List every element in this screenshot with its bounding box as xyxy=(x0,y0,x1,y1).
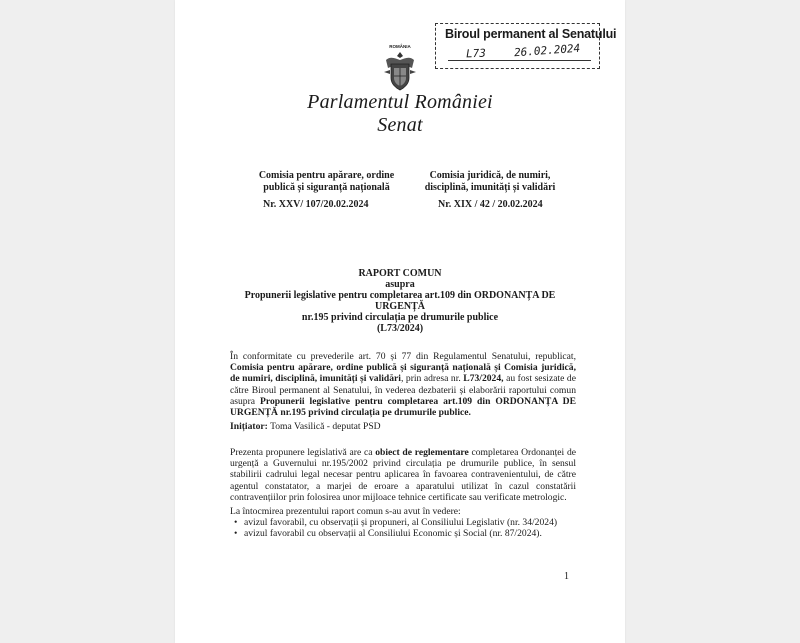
object-paragraph xyxy=(230,447,576,503)
list-item: • avizul favorabil cu observații al Consiliului Economic și Social (nr. 87/2024). xyxy=(230,528,576,539)
committee-right: Comisia juridică, de numiri, disciplină, imunități și validări xyxy=(424,170,556,193)
opinions-intro: La întocmirea prezentului raport comun s-au avut în vedere: xyxy=(230,506,461,517)
report-title-line: nr.195 privind circulația pe drumurile publice xyxy=(301,312,499,323)
intro-paragraph xyxy=(230,351,576,418)
text-run-bold: Propunerii legislative pentru completarea art.109 din ORDONANȚA DE URGENȚĂ nr.195 privind circulația pe drumurile publice. xyxy=(230,395,577,419)
text-run: În conformitate cu prevederile art. 70 și 77 din Regulamentul Senatului, republicat, xyxy=(230,351,576,362)
text-run: completarea Ordonanței de urgență a Guvernului nr.195/2002 privind circulația pe drumurile publice, în sensul stabilirii cadrului legal necesar pentru aplicarea în favoarea contravenientului, de către agentul constatator, a marjei de eroare a aparatului utilizat în cazul constatării contravențiilor prin folosirea unor mijloace tehnice certificate sau verificate metrologic. xyxy=(230,447,577,503)
text-run: au fost sesizate de către Biroul permanent al Senatului, în vederea dezbaterii și elaborării raportului comun asupra xyxy=(230,373,576,407)
text-run-bold: L73/2024, xyxy=(463,373,504,385)
initiator-paragraph xyxy=(230,421,576,432)
stamp-date: 26.02.2024 xyxy=(513,41,581,60)
page-number: 1 xyxy=(564,571,569,582)
report-title xyxy=(225,268,575,334)
parliament-title: Parlamentul României xyxy=(307,91,493,113)
initiator-label: Inițiator: xyxy=(230,421,268,432)
registration-stamp xyxy=(435,23,617,69)
stamp-underline xyxy=(448,60,591,61)
text-run-bold: obiect de reglementare xyxy=(375,447,469,458)
text-run-bold: Comisia pentru apărare, ordine publică și siguranță națională și Comisia juridică, de numiri, disciplină, imunități și validări xyxy=(230,362,576,385)
report-title-line: (L73/2024) xyxy=(376,323,424,334)
initiator-value: Toma Vasilică - deputat PSD xyxy=(267,421,381,432)
reference-number-left: Nr. XXV/ 107/20.02.2024 xyxy=(263,199,369,210)
stamp-number: L73 xyxy=(465,46,487,61)
report-title-line: asupra xyxy=(385,279,415,290)
report-title-line: Propunerii legislative pentru completarea art.109 din ORDONANȚA DE URGENȚĂ xyxy=(244,290,556,312)
stamp-title: Biroul permanent al Senatului xyxy=(445,27,617,41)
institution-name xyxy=(300,91,500,137)
crest-label: ROMÂNIA xyxy=(389,44,411,49)
list-item: • avizul favorabil, cu observații și propuneri, al Consiliului Legislativ (nr. 34/2024) xyxy=(230,517,576,528)
coat-of-arms-icon xyxy=(380,50,420,92)
report-title-line: RAPORT COMUN xyxy=(358,268,442,279)
text-run: Prezenta propunere legislativă are ca xyxy=(230,447,376,458)
text-run: , prin adresa nr. xyxy=(400,373,464,385)
opinions-list xyxy=(230,517,576,539)
reference-number-right: Nr. XIX / 42 / 20.02.2024 xyxy=(438,199,543,210)
committee-left: Comisia pentru apărare, ordine publică și siguranță națională xyxy=(258,170,395,193)
senate-title: Senat xyxy=(377,114,423,136)
opinions-paragraph xyxy=(230,506,576,540)
